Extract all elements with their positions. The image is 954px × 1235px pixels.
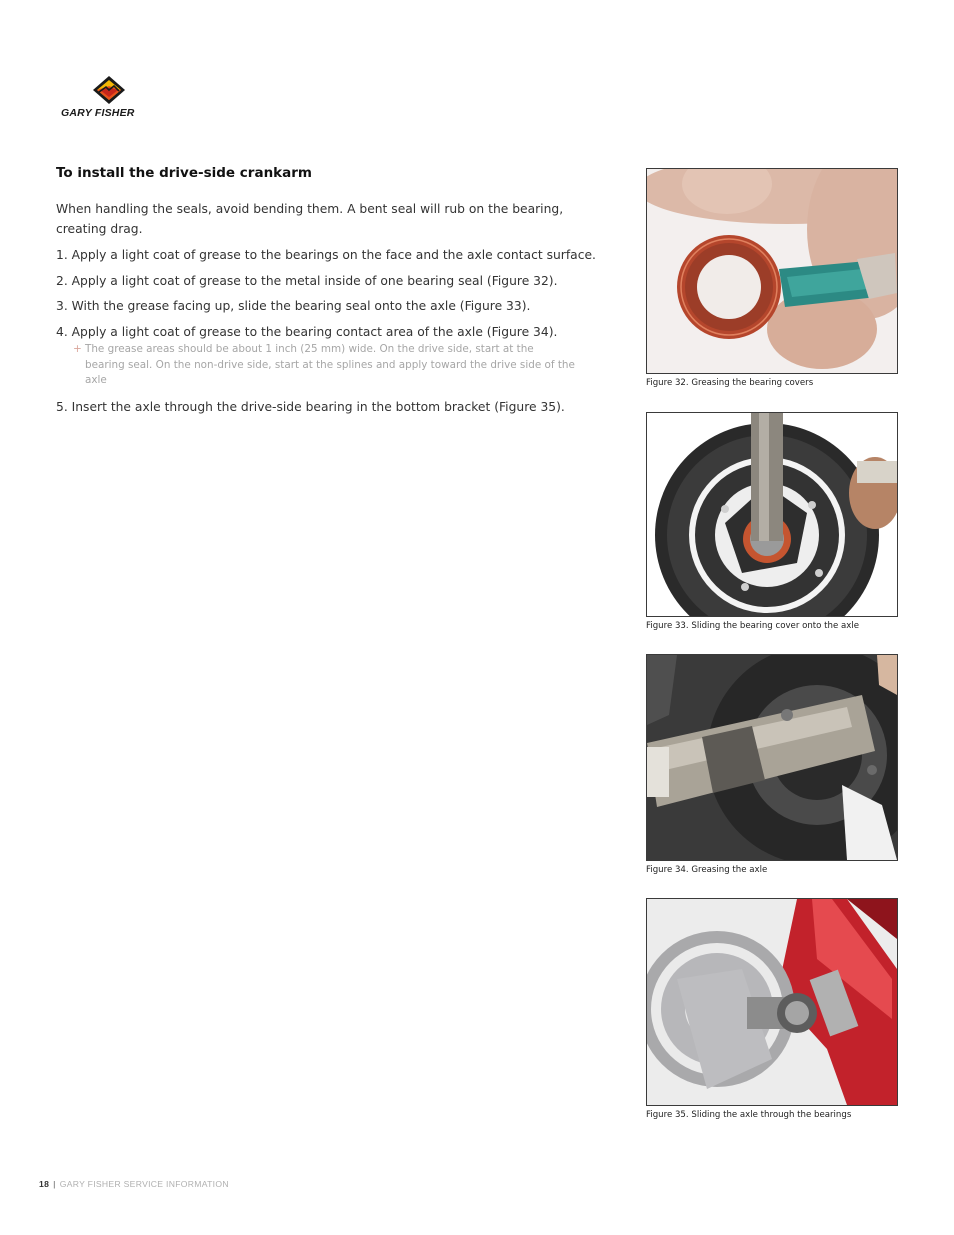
figure-34 [646, 654, 898, 875]
note-plus-icon: + [73, 343, 82, 355]
step-item: 4. Apply a light coat of grease to the bearing contact area of the axle (Figure 34). [56, 324, 558, 339]
gary-fisher-logo [58, 72, 162, 120]
figure-35 [646, 898, 898, 1120]
gary-fisher-logo-icon [58, 72, 162, 108]
step-item: 1. Apply a light coat of grease to the bearings on the face and the axle contact surface. [56, 248, 596, 262]
section-title: To install the drive-side crankarm [56, 165, 312, 181]
grease-note [56, 342, 575, 389]
note-text: The grease areas should be about 1 inch (25 mm) wide. On the drive side, start at the bearing seal. On the non-drive side, start at the splines and apply toward the drive side of the axle [85, 343, 575, 386]
figure-32 [646, 168, 898, 388]
step-item: 5. Insert the axle through the drive-side bearing in the bottom bracket (Figure 35). [56, 399, 565, 414]
page-footer [39, 1179, 229, 1189]
step-item: 3. With the grease facing up, slide the bearing seal onto the axle (Figure 33). [56, 299, 531, 313]
figure-33-caption: Figure 33. Sliding the bearing cover onto the axle [646, 621, 860, 631]
step-item: 2. Apply a light coat of grease to the metal inside of one bearing seal (Figure 32). [56, 273, 558, 288]
footer-title: GARY FISHER SERVICE INFORMATION [59, 1179, 229, 1189]
figure-35-photo [646, 898, 898, 1106]
figure-33-photo [646, 412, 898, 617]
step-list-continued [56, 397, 596, 417]
figure-32-photo [646, 168, 898, 374]
intro-paragraph: When handling the seals, avoid bending them. A bent seal will rub on the bearing, creating drag. [56, 202, 564, 236]
footer-separator: | [53, 1179, 56, 1189]
figure-32-caption: Figure 32. Greasing the bearing covers [646, 378, 814, 388]
instructions-section [56, 165, 596, 422]
page-number: 18 [39, 1179, 50, 1189]
logo-wordmark: GARY FISHER [61, 107, 135, 119]
step-list [56, 245, 596, 342]
figure-34-photo [646, 654, 898, 861]
figure-34-caption: Figure 34. Greasing the axle [646, 865, 768, 875]
figure-33 [646, 412, 898, 631]
figure-35-caption: Figure 35. Sliding the axle through the bearings [646, 1110, 852, 1120]
